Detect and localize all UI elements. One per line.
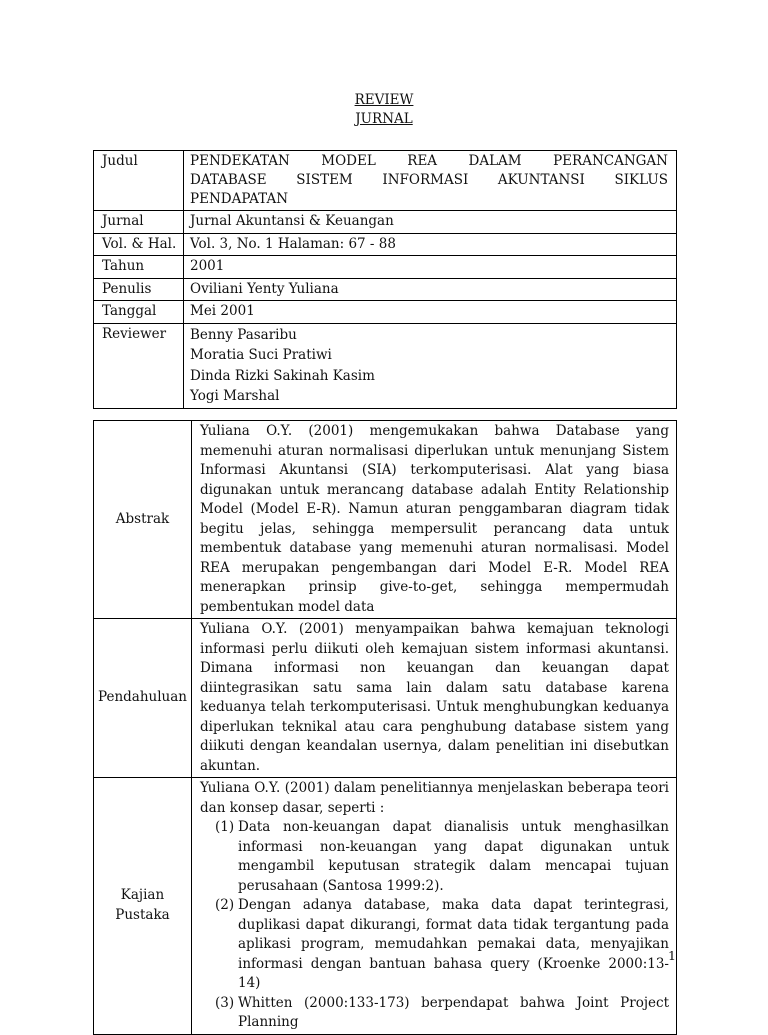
value-tahun: 2001 (184, 256, 677, 279)
row-reviewer (94, 323, 677, 408)
row-abstrak (94, 421, 677, 619)
page-number: 1 (668, 948, 676, 963)
review-content-table (93, 420, 677, 1035)
row-tahun (94, 256, 677, 279)
list-item (200, 994, 669, 1033)
label-kajian-pustaka (94, 778, 192, 1035)
heading-review: REVIEW (354, 92, 414, 108)
label-pendahuluan: Pendahuluan (94, 619, 192, 778)
value-jurnal: Jurnal Akuntansi & Keuangan (184, 211, 677, 234)
list-item (200, 818, 669, 896)
label-tahun: Tahun (94, 256, 184, 279)
row-judul (94, 151, 677, 211)
pendahuluan-text: Yuliana O.Y. (2001) menyampaikan bahwa kemajuan teknologi informasi perlu diikuti oleh kemajuan sistem informasi akuntansi. Dimana informasi non keuangan dan keuangan dapat diintegrasikan satu sama lain dalam satu database karena keduanya telah terkomputerisasi. Untuk menghubungkan keduanya diperlukan teknikal atau cara penghubung database sistem yang diikuti dengan keandalan usernya, dalam penelitian ini disebutkan akuntan. (192, 619, 677, 778)
label-tanggal: Tanggal (94, 301, 184, 324)
heading-jurnal: JURNAL (355, 111, 413, 127)
value-vol: Vol. 3, No. 1 Halaman: 67 - 88 (184, 233, 677, 256)
judul-line-2: DATABASE SISTEM INFORMASI AKUNTANSI SIKLUS (190, 172, 668, 188)
judul-line-3: PENDAPATAN (190, 191, 289, 207)
label-judul: Judul (94, 151, 184, 211)
value-reviewers (184, 323, 677, 408)
label-reviewer: Reviewer (94, 323, 184, 408)
document-heading (0, 91, 768, 129)
kajian-label-line-2: Pustaka (115, 906, 170, 923)
list-item-text: Data non-keuangan dapat dianalisis untuk menghasilkan informasi non-keuangan yang dapat digunakan untuk mengambil keputusan strategik dalam mencapai tujuan perusahaan (Santosa 1999:2). (238, 819, 669, 894)
abstrak-text: Yuliana O.Y. (2001) mengemukakan bahwa Database yang memenuhi aturan normalisasi diperlukan untuk menunjang Sistem Informasi Akuntansi (SIA) terkomputerisasi. Alat yang biasa digunakan untuk merancang database adalah Entity Relationship Model (Model E-R). Namun aturan penggambaran diagram tidak begitu jelas, sehingga mempersulit perancang data untuk membentuk database yang memenuhi aturan normalisasi. Model REA merupakan pengembangan dari Model E-R. Model REA menerapkan prinsip give-to-get, sehingga mempermudah pembentukan model data (192, 421, 677, 619)
label-penulis: Penulis (94, 278, 184, 301)
list-item (200, 896, 669, 994)
kajian-content (192, 778, 677, 1035)
row-vol (94, 233, 677, 256)
reviewer-name: Moratia Suci Pratiwi (190, 347, 332, 363)
kajian-list (200, 818, 669, 1033)
reviewer-name: Yogi Marshal (190, 388, 280, 404)
row-penulis (94, 278, 677, 301)
label-jurnal: Jurnal (94, 211, 184, 234)
list-item-number: (3) (215, 994, 235, 1011)
row-pendahuluan (94, 619, 677, 778)
label-abstrak: Abstrak (94, 421, 192, 619)
kajian-label-line-1: Kajian (120, 887, 165, 904)
journal-info-table (93, 150, 677, 409)
judul-line-1: PENDEKATAN MODEL REA DALAM PERANCANGAN (190, 153, 668, 169)
list-item-text: Dengan adanya database, maka data dapat terintegrasi, duplikasi dapat dikurangi, format data tidak tergantung pada aplikasi program, memudahkan pemakai data, menyajikan informasi dengan bantuan bahasa query (Kroenke 2000:13-14) (238, 897, 669, 991)
kajian-intro: Yuliana O.Y. (2001) dalam penelitiannya menjelaskan beberapa teori dan konsep dasar, seperti : (200, 780, 669, 816)
row-tanggal (94, 301, 677, 324)
value-penulis: Oviliani Yenty Yuliana (184, 278, 677, 301)
value-judul (184, 151, 677, 211)
list-item-number: (2) (215, 897, 235, 913)
value-tanggal: Mei 2001 (184, 301, 677, 324)
reviewer-name: Dinda Rizki Sakinah Kasim (190, 367, 375, 384)
list-item-number: (1) (215, 819, 235, 835)
row-kajian (94, 778, 677, 1035)
reviewer-name: Benny Pasaribu (190, 326, 297, 343)
list-item-text: Whitten (2000:133-173) berpendapat bahwa Joint Project Planning (238, 994, 669, 1030)
row-jurnal (94, 211, 677, 234)
label-vol: Vol. & Hal. (94, 233, 184, 256)
